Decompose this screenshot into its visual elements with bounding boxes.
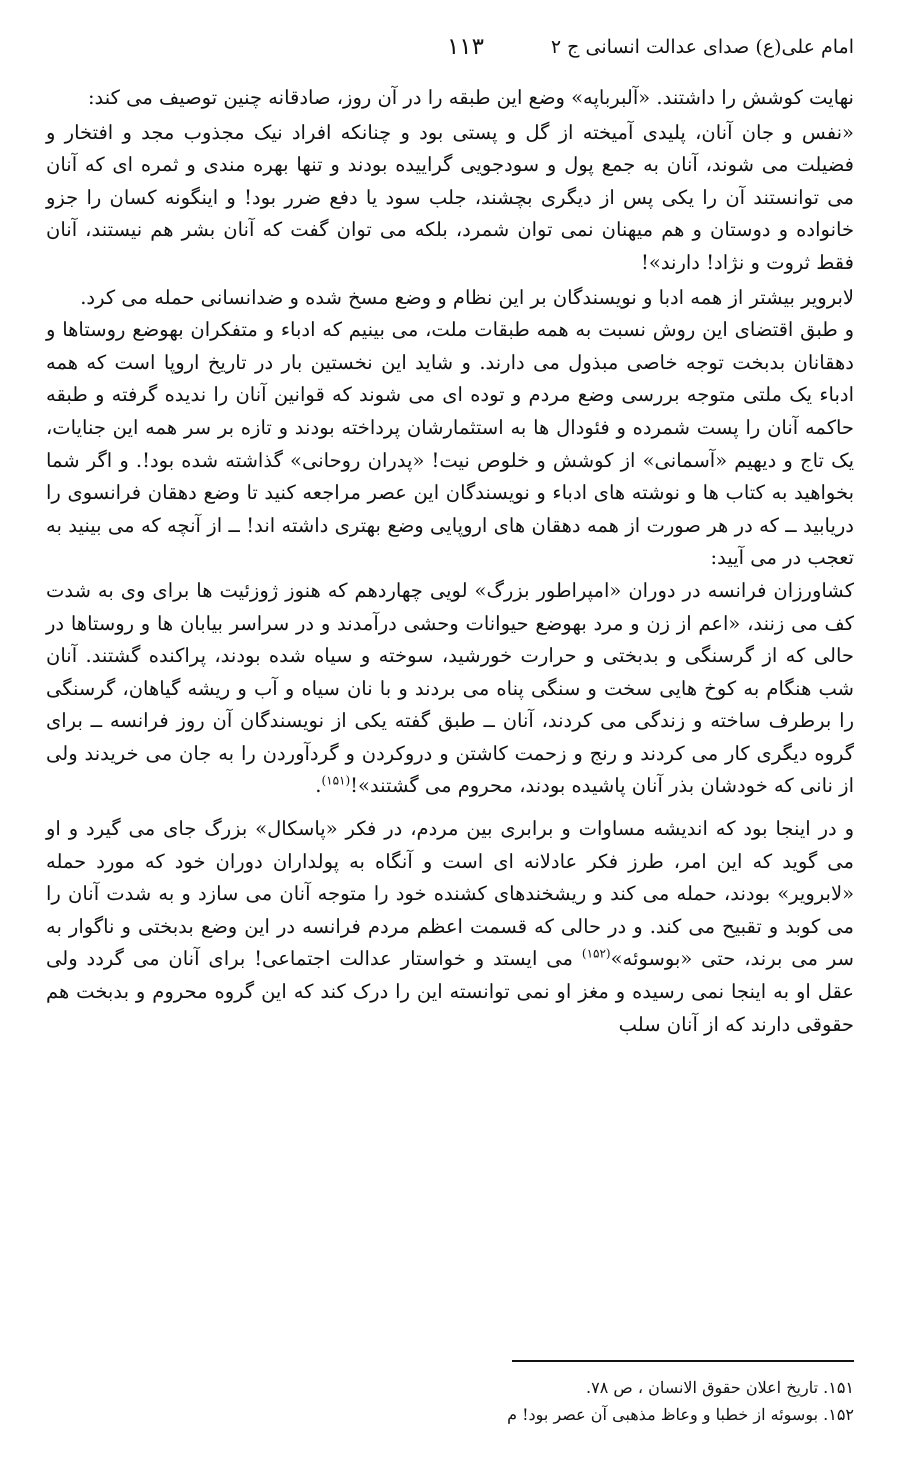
footnote-ref-152[interactable]: (۱۵۲)	[581, 946, 611, 961]
paragraph-pascal-text: و در اینجا بود که اندیشه مساوات و برابری بین مردم، در فکر «پاسکال» بزرگ جای می گیرد و او می گوید که این امر، طرز فکر عادلانه ای است و آنگاه به پولداران دوران خود که مورد حمله «لابرویر» بودند، حمله می کند و ریشخندهای کشنده خود را متوجه آنان می سازد و به شدت آنان را می کوبد و تقبیح می کند. و در حالی که قسمت اعظم مردم فرانسه در این وضع بدبختی و ناگوار به سر می برند، حتی «بوسوئه»	[46, 817, 854, 971]
page-number: ۱۱۳	[446, 34, 484, 60]
paragraph-pascal	[46, 813, 854, 1041]
body-text	[46, 82, 854, 1041]
footnote-ref-151[interactable]: (۱۵۱)	[321, 773, 351, 788]
paragraph-pascal-continued: می ایستد و خواستار عدالت اجتماعی! برای آنان می گردد ولی عقل او به اینجا نمی رسیده و مغز او نمی توانسته این را درک کند که این گروه محروم و بدبخت هم حقوقی دارند که از آنان سلب	[46, 947, 854, 1036]
footnote-divider	[512, 1360, 854, 1362]
paragraph-farmers	[46, 575, 854, 803]
footnotes	[46, 1374, 854, 1428]
quote-paragraph: «نفس و جان آنان، پلیدی آمیخته از گل و پستی بود و چنانکه افراد نیک مجذوب مجد و افتخار و فضیلت می شوند، آنان به جمع پول و سودجویی گراییده بودند و تنها بهره مندی و ثمره ای که آنان می توانستند آن را یکی پس از دیگری بچشند، جلب سود یا دفع ضرر بود! و اینگونه کسان را جزو خانواده و دوستان و هم میهنان نمی توان شمرد، بلکه می توان گفت که آنان بشر هم نیستند، آنان فقط ثروت و نژاد! دارند»!	[46, 120, 854, 274]
running-title: امام علی(ع) صدای عدالت انسانی ج ۲	[550, 36, 854, 58]
paragraph-labruyere: لابرویر بیشتر از همه ادبا و نویسندگان بر این نظام و وضع مسخ شده و ضدانسانی حمله می کرد.	[80, 285, 854, 309]
paragraph-peasants: و طبق اقتضای این روش نسبت به همه طبقات ملت، می بینیم که ادباء و متفکران بهوضع روستاها و دهقانان بدبخت توجه خاصی مبذول می دارند. و شاید این نخستین بار در تاریخ اروپا است که همه ادباء یک ملتی متوجه بررسی وضع مردم و توده ای می شوند که قوانین آنان را ندیده گرفته و طبقه حاکمه آنان را پست شمرده و فئودال ها به استثمارشان پرداخته بودند و تازه بر سر همه این جنایات، یک تاج و دیهیم «آسمانی» از کوشش و خلوص نیت! «پدران روحانی» گذاشته شده بود!. و اگر شما بخواهید به کتاب ها و نوشته های ادباء و نویسندگان این عصر مراجعه کنید تا وضع دهقان فرانسوی را دریابید ــ که در هر صورت از همه دهقان های اروپایی وضع بهتری داشته اند! ــ از آنچه که می بینید به تعجب در می آیید:	[46, 318, 854, 570]
paragraph-farmers-text: کشاورزان فرانسه در دوران «امپراطور بزرگ» لویی چهاردهم که هنوز ژوزئیت ها برای وی به شدت کف می زنند، «اعم از زن و مرد بهوضع حیوانات وحشی درآمدند و در سراسر بیابان ها و روستاها در حالی که از گرسنگی و بدبختی و حرارت خورشید، سوخته و سیاه شده بودند، پراکنده گشتند. آنان شب هنگام به کوخ هایی سخت و سنگی پناه می بردند و با نان سیاه و آب و ریشه گیاهان، گرسنگی را برطرف ساخته و زندگی می کردند، آنان ــ طبق گفته یکی از نویسندگان آن روز فرانسه ــ برای گروه دیگری کار می کردند و رنج و زحمت کاشتن و دروکردن و گردآوردن را به جان می خریدند ولی از نانی که خودشان بذر آنان پاشیده بودند، محروم می گشتند»!	[46, 578, 854, 798]
footnote-ref-151-tail: .	[315, 774, 322, 798]
footnote-152: ۱۵۲. بوسوئه از خطبا و وعاظ مذهبی آن عصر بود! م	[507, 1405, 854, 1424]
paragraph-1: نهایت کوشش را داشتند. «آلبرباپه» وضع این طبقه را در آن روز، صادقانه چنین توصیف می کند:	[87, 86, 854, 109]
footnote-151: ۱۵۱. تاریخ اعلان حقوق الانسان ، ص ۷۸.	[586, 1378, 854, 1397]
page-header	[46, 36, 854, 66]
